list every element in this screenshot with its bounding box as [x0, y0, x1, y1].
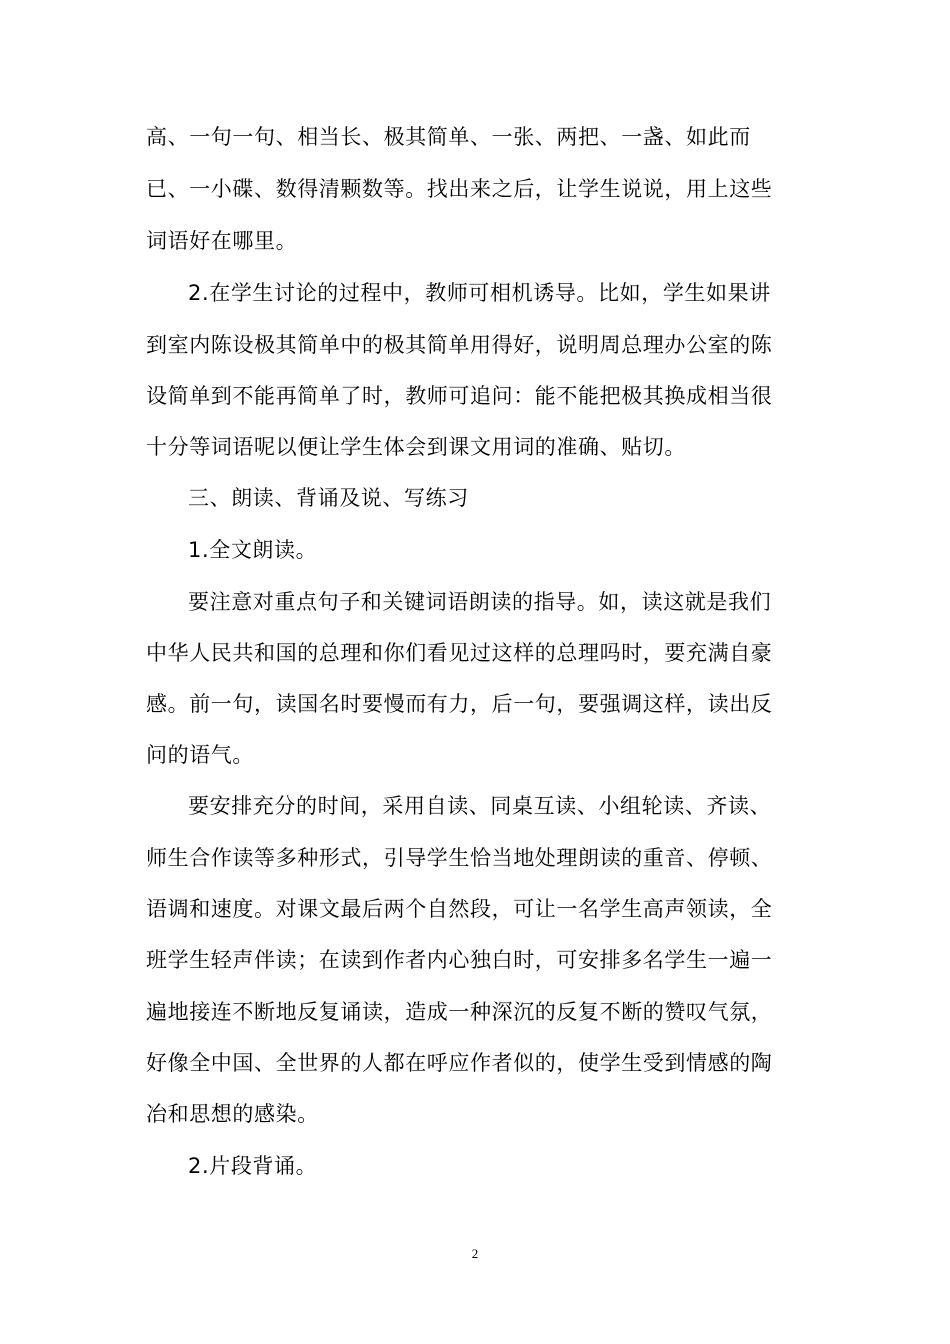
text-line: 到室内陈设极其简单中的极其简单用得好，说明周总理办公室的陈: [146, 333, 773, 357]
text-line: 师生合作读等多种形式，引导学生恰当地处理朗读的重音、停顿、: [146, 846, 773, 870]
text-line: 词语好在哪里。: [146, 229, 298, 253]
text-line: 2.在学生讨论的过程中，教师可相机诱导。比如，学生如果讲: [188, 281, 771, 305]
text-line: 2.片段背诵。: [188, 1154, 318, 1178]
text-line: 好像全中国、全世界的人都在呼应作者似的，使学生受到情感的陶: [146, 1051, 773, 1075]
text-line: 中华人民共和国的总理和你们看见过这样的总理吗时，要充满自豪: [146, 641, 773, 665]
text-line: 语调和速度。对课文最后两个自然段，可让一名学生高声领读，全: [146, 897, 773, 921]
text-line: 要注意对重点句子和关键词语朗读的指导。如，读这就是我们: [188, 590, 772, 614]
text-line: 冶和思想的感染。: [146, 1102, 319, 1126]
text-line: 高、一句一句、相当长、极其简单、一张、两把、一盏、如此而: [146, 125, 751, 149]
text-line: 1.全文朗读。: [188, 538, 318, 562]
text-line: 感。前一句，读国名时要慢而有力，后一句，要强调这样，读出反: [146, 692, 773, 716]
text-line: 问的语气。: [146, 743, 254, 767]
text-line: 班学生轻声伴读；在读到作者内心独白时，可安排多名学生一遍一: [146, 948, 773, 972]
text-line: 设简单到不能再简单了时，教师可追问：能不能把极其换成相当很: [146, 384, 773, 408]
text-line: 十分等词语呢以便让学生体会到课文用词的准确、贴切。: [146, 435, 686, 459]
text-line: 要安排充分的时间，采用自读、同桌互读、小组轮读、齐读、: [188, 794, 772, 818]
page-number: 2: [471, 1246, 479, 1261]
section-heading: 三、朗读、背诵及说、写练习: [188, 486, 469, 510]
text-line: 已、一小碟、数得清颗数等。找出来之后，让学生说说，用上这些: [146, 177, 773, 201]
text-line: 遍地接连不断地反复诵读，造成一种深沉的反复不断的赞叹气氛，: [146, 1000, 773, 1024]
